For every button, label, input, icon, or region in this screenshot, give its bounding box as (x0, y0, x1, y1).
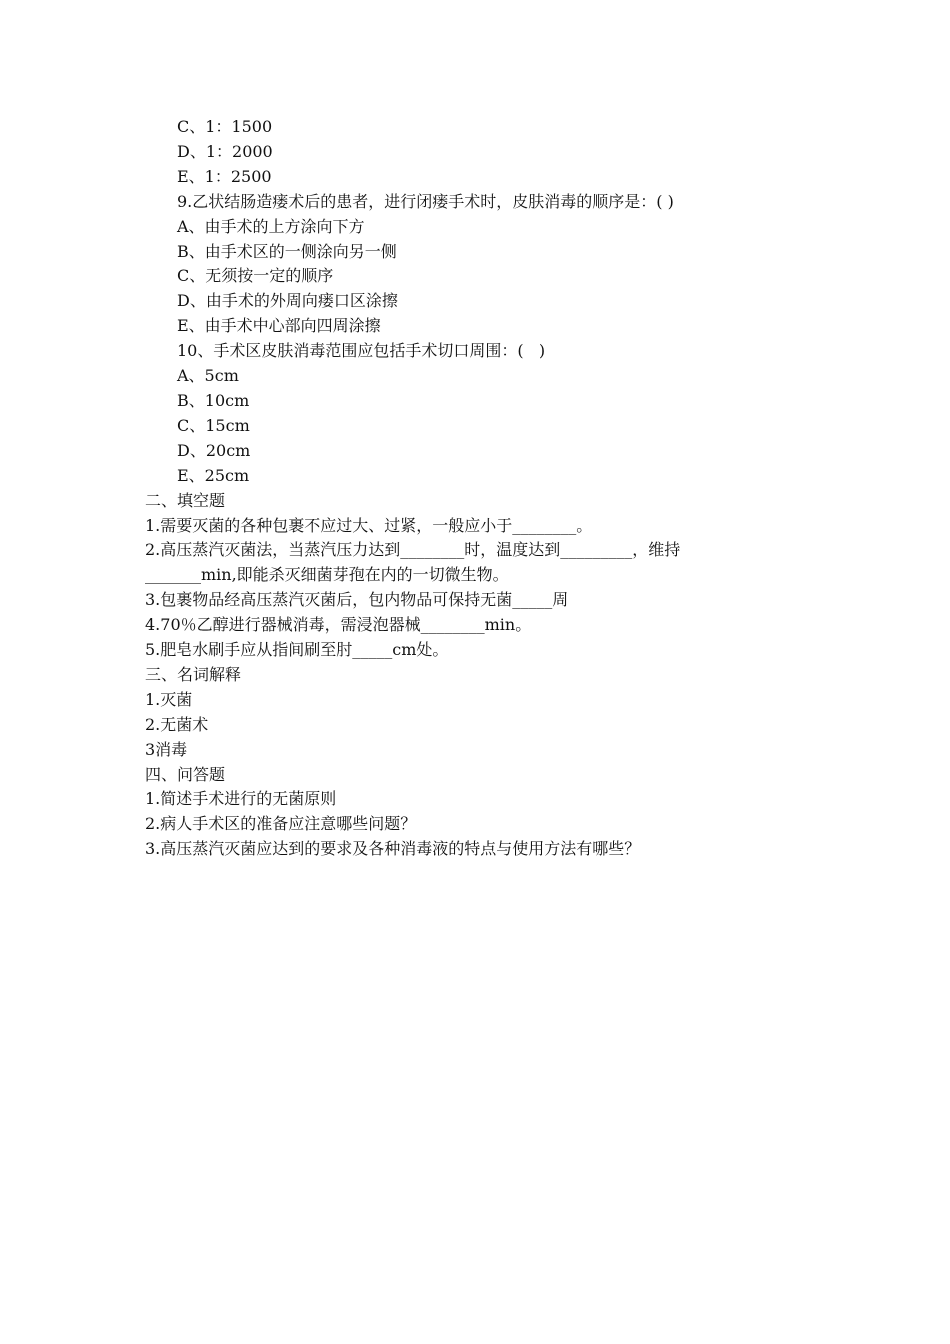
q9-question: 9.乙状结肠造瘘术后的患者，进行闭瘘手术时，皮肤消毒的顺序是：( ) (177, 191, 674, 211)
fill-in-item-5: 5.肥皂水刷手应从指间刷至肘_____cm处。 (145, 640, 449, 660)
document-content (145, 115, 815, 862)
q8-option-c: C、1：1500 (177, 117, 273, 136)
definition-item-2: 2.无菌术 (145, 714, 209, 734)
fill-in-item-4: 4.70％乙醇进行器械消毒，需浸泡器械________min。 (145, 615, 532, 635)
fill-in-item-1: 1.需要灭菌的各种包裹不应过大、过紧，一般应小于________。 (145, 515, 593, 535)
q10-option-a: A、5cm (177, 366, 239, 386)
q8-option-d: D、1：2000 (177, 141, 273, 161)
question-item-2: 2.病人手术区的准备应注意哪些问题？ (145, 814, 417, 834)
section-definitions-title: 三、名词解释 (145, 664, 242, 684)
definition-item-3: 3消毒 (145, 739, 188, 759)
q9-option-c: C、无须按一定的顺序 (177, 266, 334, 286)
fill-in-item-2-continued: _______min,即能杀灭细菌芽孢在内的一切微生物。 (145, 565, 509, 585)
q10-option-c: C、15cm (177, 415, 250, 435)
q9-option-a: A、由手术的上方涂向下方 (177, 216, 365, 236)
fill-in-item-2: 2.高压蒸汽灭菌法，当蒸汽压力达到________时，温度达到_________，维持 (145, 540, 681, 560)
q9-option-e: E、由手术中心部向四周涂擦 (177, 316, 381, 336)
q8-option-e: E、1：2500 (177, 166, 272, 186)
q10-option-b: B、10cm (177, 390, 250, 410)
section-fill-in-title: 二、填空题 (145, 490, 226, 510)
q10-option-e: E、25cm (177, 465, 250, 485)
question-item-1: 1.简述手术进行的无菌原则 (145, 789, 337, 809)
section-questions-title: 四、问答题 (145, 764, 226, 784)
q10-option-d: D、20cm (177, 440, 251, 460)
question-item-3: 3.高压蒸汽灭菌应达到的要求及各种消毒液的特点与使用方法有哪些？ (145, 839, 641, 859)
q10-question: 10、手术区皮肤消毒范围应包括手术切口周围：( ) (177, 341, 546, 361)
fill-in-item-3: 3.包裹物品经高压蒸汽灭菌后，包内物品可保持无菌_____周 (145, 590, 569, 610)
q9-option-d: D、由手术的外周向瘘口区涂擦 (177, 291, 398, 311)
q9-option-b: B、由手术区的一侧涂向另一侧 (177, 241, 397, 261)
definition-item-1: 1.灭菌 (145, 689, 193, 709)
